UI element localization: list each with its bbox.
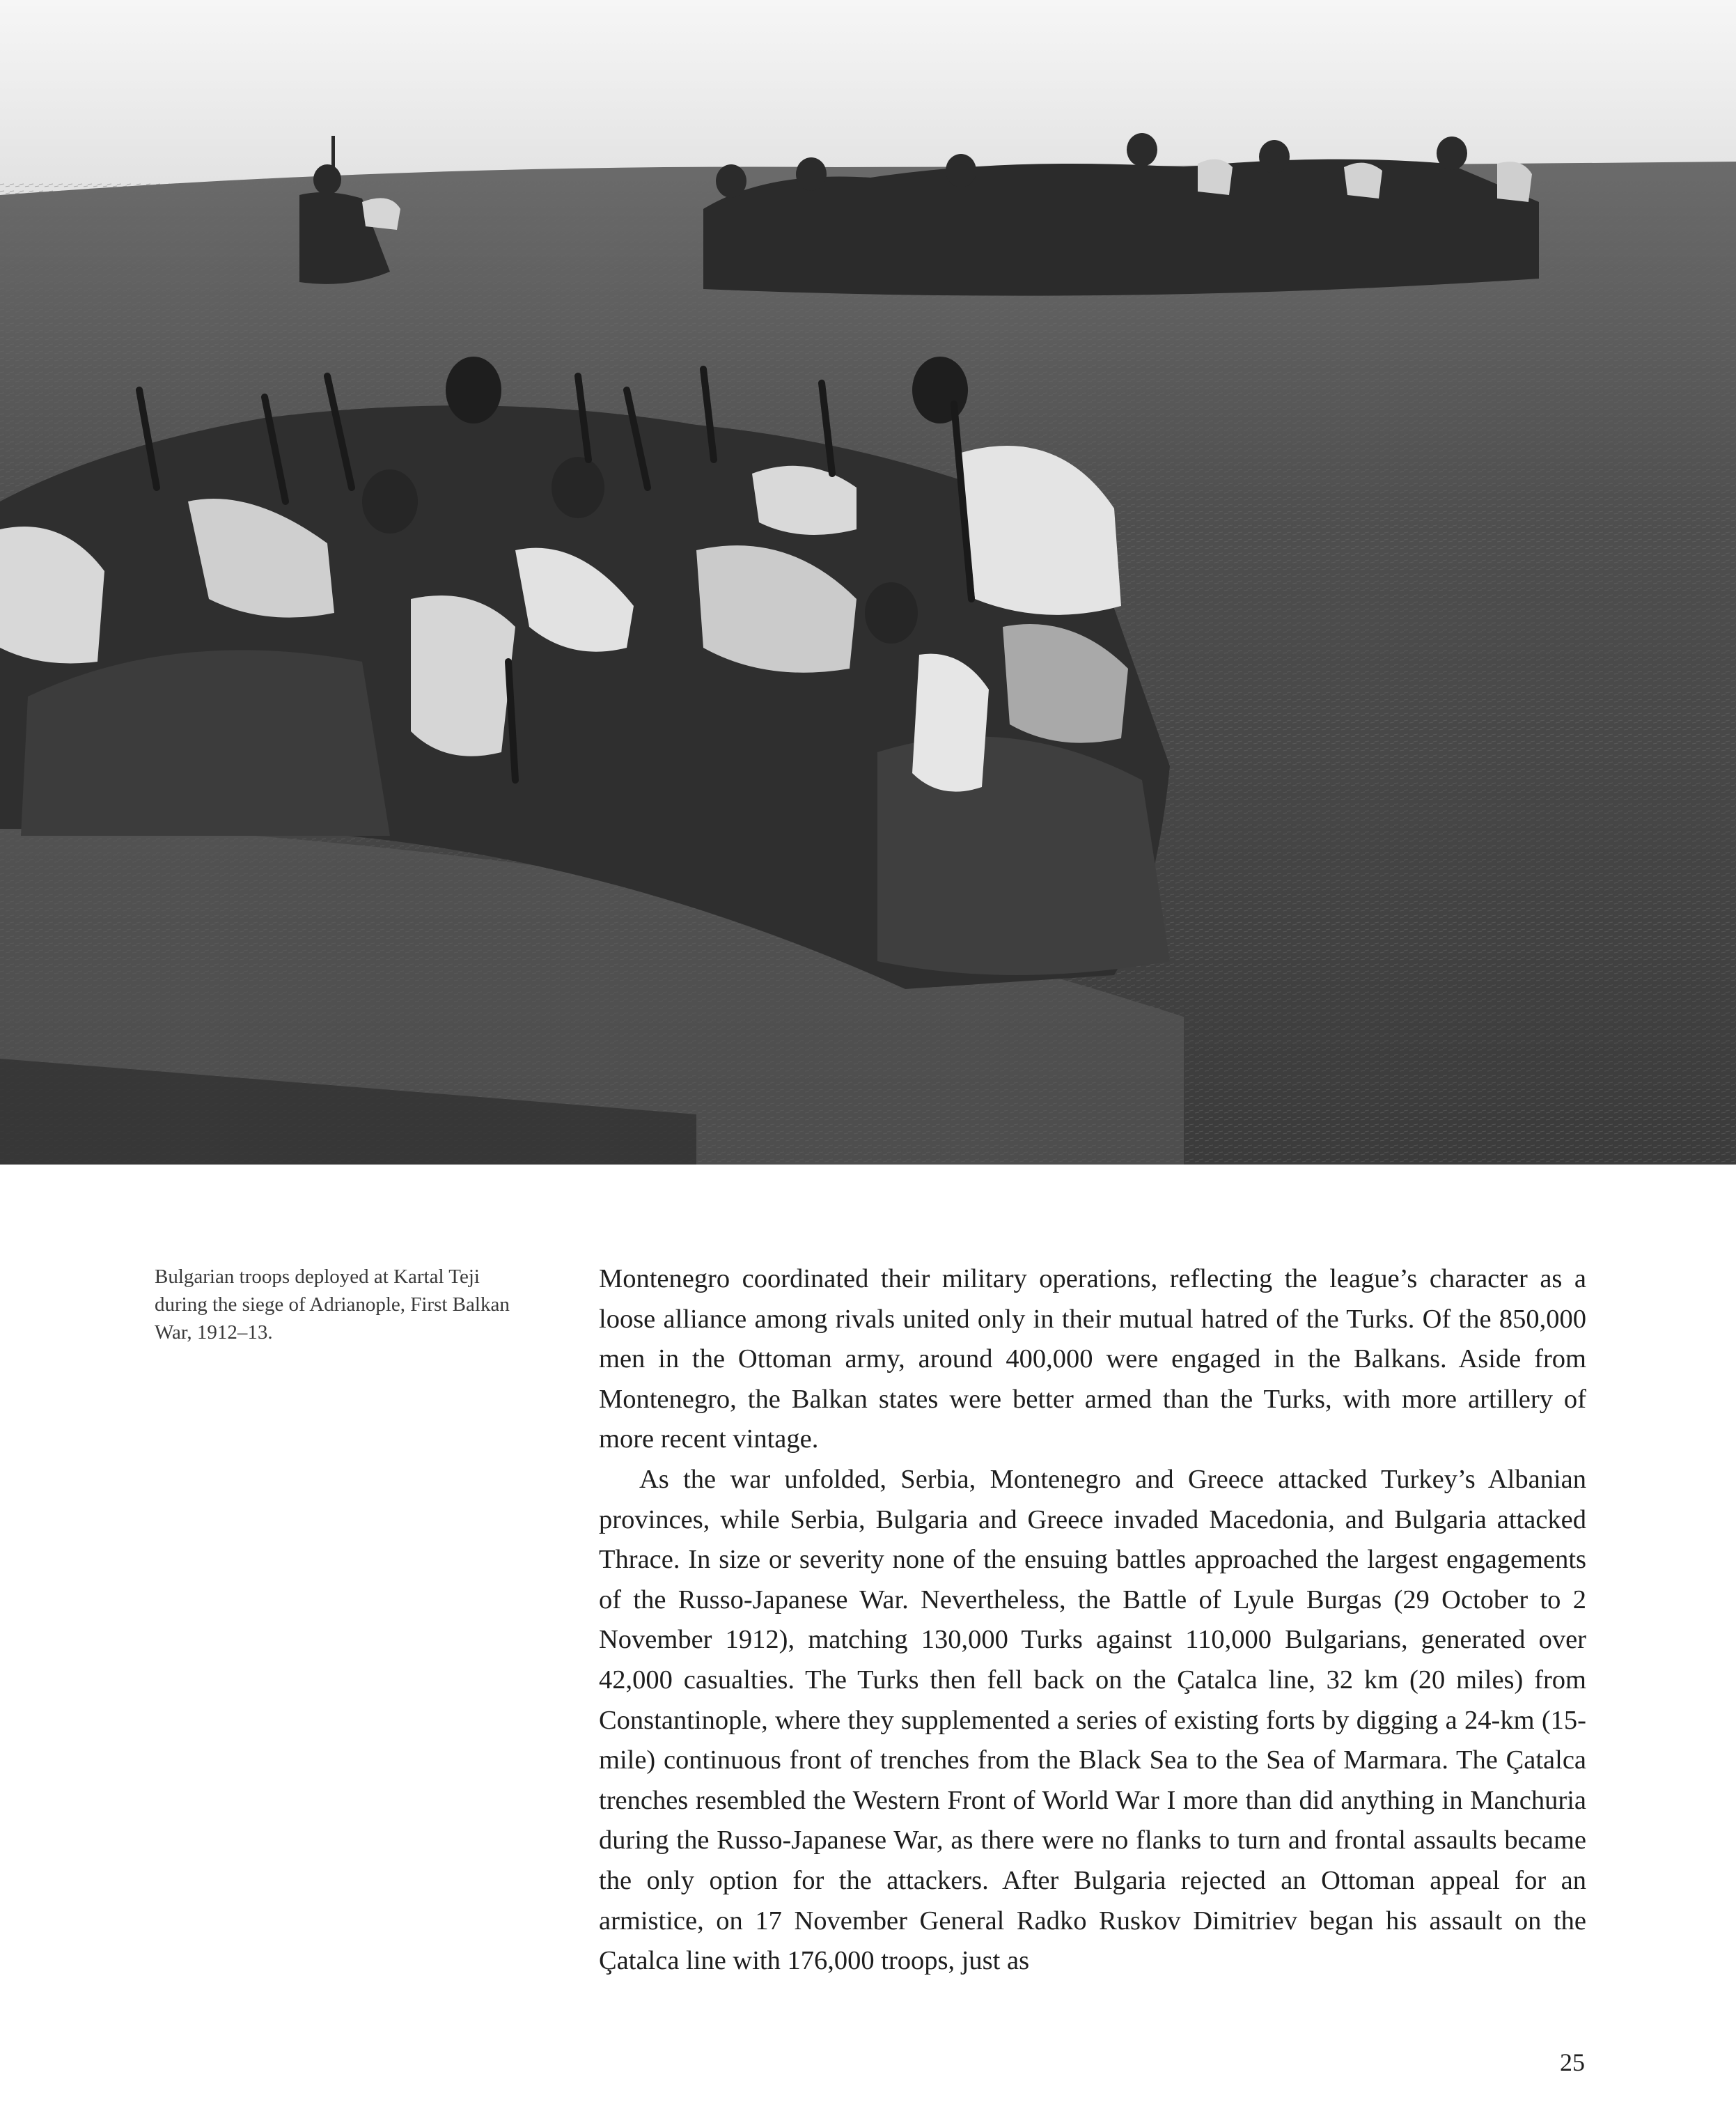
body-text [599, 1259, 1586, 1982]
caption-text: Bulgarian troops deployed at Kartal Teji during the siege of Adrianople, First Balkan War, 1912–13. [155, 1266, 510, 1344]
page-number: 25 [1560, 2048, 1585, 2076]
photo-caption [155, 1263, 517, 1346]
body-paragraph: As the war unfolded, Serbia, Montenegro and Greece attacked Turkey’s Albanian provinces, while Serbia, Bulgaria and Greece invaded Macedonia, and Bulgaria attacked Thrace. In size or severity none of the ensuing battles approached the largest engagements of the Russo-Japanese War. Nevertheless, the Battle of Lyule Burgas (29 October to 2 November 1912), matching 130,000 Turks against 110,000 Bulgarians, generated over 42,000 casualties. The Turks then fell back on the Çatalca line, 32 km (20 miles) from Constantinople, where they supplemented a series of existing forts by digging a 24-km (15-mile) continuous front of trenches from the Black Sea to the Sea of Marmara. The Çatalca trenches resembled the Western Front of World War I more than did anything in Manchuria during the Russo-Japanese War, as there were no flanks to turn and frontal assaults became the only option for the attackers. After Bulgaria rejected an Ottoman appeal for an armistice, on 17 November General Radko Ruskov Dimitriev began his assault on the Çatalca line with 176,000 troops, just as [599, 1464, 1586, 1976]
body-paragraph: Montenegro coordinated their military operations, reflecting the league’s character as a loose alliance among rivals united only in their mutual hatred of the Turks. Of the 850,000 men in the Ottoman army, around 400,000 were engaged in the Balkans. Aside from Montenegro, the Balkan states were better armed than the Turks, with more artillery of more recent vintage. [599, 1264, 1586, 1454]
